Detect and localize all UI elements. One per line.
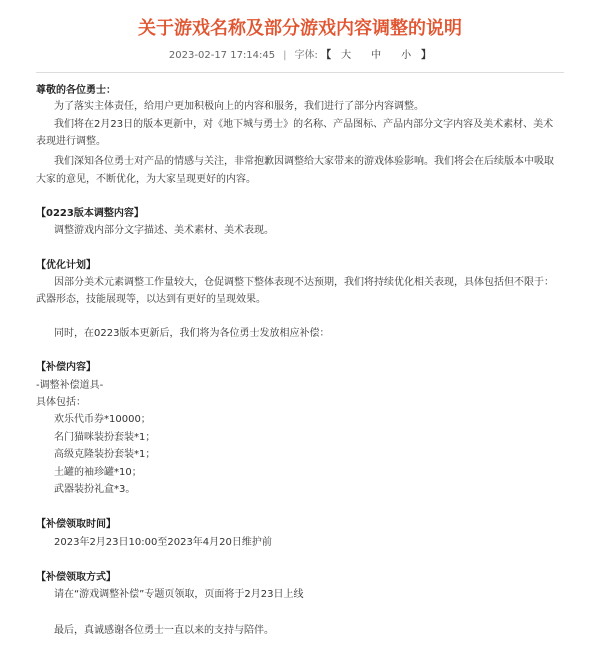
bracket-close: 】	[421, 50, 432, 61]
compensation-item: 土罐的袖珍罐*10；	[54, 467, 142, 478]
intro-paragraph-line: 大家的意见，不断优化，为大家呈现更好的内容。	[36, 174, 256, 185]
greeting: 尊敬的各位勇士：	[36, 85, 116, 96]
adjustments-text: 调整游戏内部分文字描述、美术素材、美术表现。	[54, 225, 274, 236]
page-title: 关于游戏名称及部分游戏内容调整的说明	[138, 18, 462, 39]
claim-method-text: 请在“游戏调整补偿”专题页领取，页面将于2月23日上线	[54, 589, 304, 600]
section-heading-adjustments: 【0223版本调整内容】	[36, 208, 144, 219]
optimization-text-line: 武器形态，技能展现等，以达到有更好的呈现效果。	[36, 294, 266, 305]
publish-datetime: 2023-02-17 17:14:45	[168, 50, 276, 61]
font-size-medium-button[interactable]: 中	[371, 50, 382, 61]
intro-paragraph-line: 为了落实主体责任，给用户更加积极向上的内容和服务，我们进行了部分内容调整。	[54, 101, 424, 112]
compensation-item: 高级克隆装扮套装*1；	[54, 449, 156, 460]
intro-paragraph-line: 我们将在2月23日的版本更新中，对《地下城与勇士》的名称、产品图标、产品内部分文字内容及美术素材、美术	[54, 119, 554, 130]
claim-time-text: 2023年2月23日10:00至2023年4月20日维护前	[54, 537, 272, 548]
article-meta	[0, 49, 600, 63]
optimization-text-line: 因部分美术元素调整工作量较大，仓促调整下整体表现不达预期，我们将持续优化相关表现，具体包括但不限于：	[54, 277, 554, 288]
font-size-large-button[interactable]: 大	[341, 50, 352, 61]
compensation-item: 欢乐代币券*10000；	[54, 414, 151, 425]
section-heading-compensation: 【补偿内容】	[36, 362, 96, 373]
intro-paragraph-line: 我们深知各位勇士对产品的情感与关注，非常抱歉因调整给大家带来的游戏体验影响。我们将会在后续版本中吸取	[54, 156, 554, 167]
font-size-label: 字体:	[294, 50, 318, 61]
intro-paragraph-line: 表现进行调整。	[36, 136, 106, 147]
section-heading-optimization: 【优化计划】	[36, 260, 96, 271]
meta-divider: |	[283, 50, 287, 61]
section-heading-claim-time: 【补偿领取时间】	[36, 519, 116, 530]
compensation-note: 同时，在0223版本更新后，我们将为各位勇士发放相应补偿：	[54, 328, 330, 339]
section-heading-claim-method: 【补偿领取方式】	[36, 572, 116, 583]
compensation-subtitle: -调整补偿道具-	[36, 380, 104, 391]
bracket-open: 【	[321, 50, 332, 61]
font-size-small-button[interactable]: 小	[401, 50, 412, 61]
compensation-item: 名门猫咪装扮套装*1；	[54, 432, 156, 443]
compensation-item: 武器装扮礼盒*3。	[54, 484, 136, 495]
header-divider	[36, 72, 564, 73]
closing-text: 最后，真诚感谢各位勇士一直以来的支持与陪伴。	[54, 625, 274, 636]
compensation-includes-label: 具体包括：	[36, 397, 86, 408]
